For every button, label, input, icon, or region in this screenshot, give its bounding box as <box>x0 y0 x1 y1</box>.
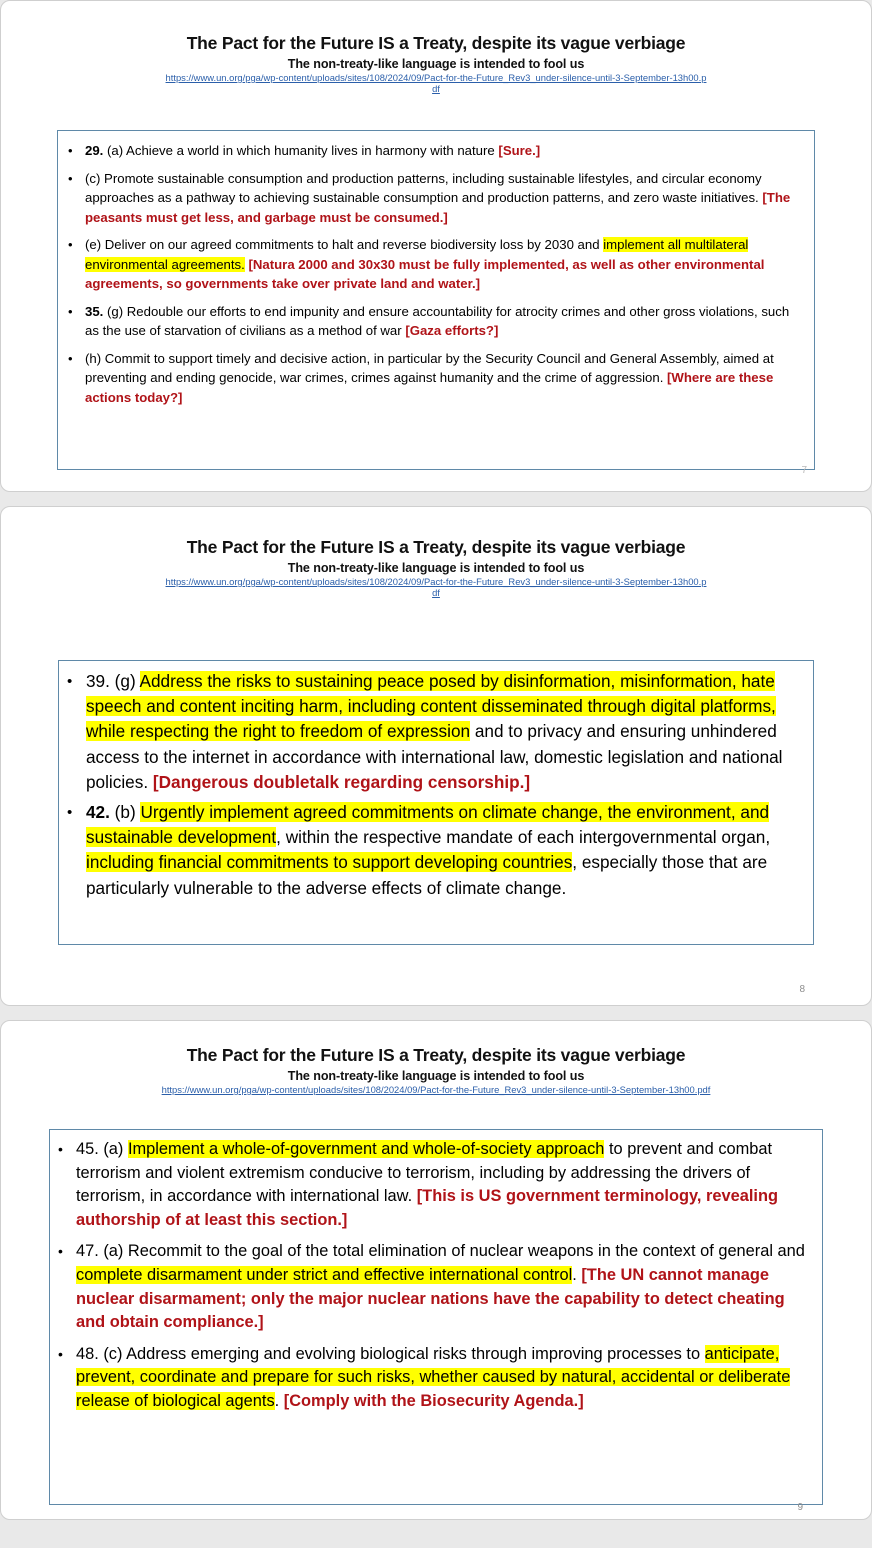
text-run-plain: (b) <box>114 802 141 823</box>
source-url-link[interactable]: https://www.un.org/pga/wp-content/uploads/sites/108/2024/09/Pact-for-the-Future_Rev3_under-silence-until-3-September-13h00.pdf <box>161 1084 711 1095</box>
bullet-item <box>68 141 802 161</box>
bullet-item <box>58 1240 812 1334</box>
slide-content-box <box>49 1129 823 1505</box>
bullet-list <box>68 141 802 407</box>
page-title: The Pact for the Future IS a Treaty, despite its vague verbiage <box>186 537 686 557</box>
bullet-item <box>68 349 802 408</box>
bullet-item <box>58 1343 812 1414</box>
text-run-plain: (c) Promote sustainable consumption and production patterns, including sustainable lifestyles, and circular economy approaches as a pathway to achieving sustainable consumption and production patterns, and zero waste initiatives. <box>85 170 763 205</box>
text-run-note: [Gaza efforts?] <box>405 323 499 338</box>
text-run-plain: . <box>572 1265 582 1284</box>
bullet-item <box>67 669 803 795</box>
text-run-highlight: Implement a whole-of-government and whole-of-society approach <box>127 1140 605 1158</box>
text-run-bold: 35. <box>85 303 107 319</box>
slide-content-box <box>58 660 814 945</box>
source-url-link[interactable]: https://www.un.org/pga/wp-content/uploads/sites/108/2024/09/Pact-for-the-Future_Rev3_under-silence-until-3-September-13h00.pdf <box>165 576 707 598</box>
text-run-plain: 39. (g) <box>86 671 140 691</box>
bullet-list <box>67 669 803 901</box>
page-number: 8 <box>799 984 805 995</box>
text-run-highlight: anticipate, prevent, coordinate and prepare for such risks, whether caused by natural, accidental or deliberate release of biological agents <box>76 1344 791 1410</box>
text-run-plain: (a) Achieve a world in which humanity lives in harmony with nature <box>107 143 499 158</box>
text-run-bold: 29. <box>85 143 107 158</box>
text-run-highlight: Urgently implement agreed commitments on climate change, the environment, and sustainable development <box>86 802 770 848</box>
text-run-plain: and to privacy and ensuring unhindered access to the internet in accordance with international law, domestic legislation and national policies. <box>86 721 783 792</box>
text-run-plain: . <box>274 1391 284 1410</box>
bullet-item <box>58 1138 812 1232</box>
text-run-plain: (h) Commit to support timely and decisive action, in particular by the Security Council and General Assembly, aimed at preventing and ending genocide, war crimes, crimes against humanity and the crime of aggression. <box>85 350 774 385</box>
page-number: 7 <box>801 465 807 476</box>
text-run-note: [The UN cannot manage nuclear disarmament; only the major nuclear nations have the capability to detect cheating and obtain compliance.] <box>76 1265 785 1332</box>
text-run-highlight: complete disarmament under strict and effective international control <box>76 1265 573 1284</box>
bullet-item <box>68 302 802 341</box>
text-run-highlight: including financial commitments to support developing countries <box>86 852 573 873</box>
slide-card-2 <box>0 506 872 1006</box>
slide-card-3 <box>0 1020 872 1520</box>
page-subtitle: The non-treaty-like language is intended to fool us <box>287 57 585 71</box>
slide-header <box>1 1 871 95</box>
text-run-plain: (g) Redouble our efforts to end impunity and ensure accountability for atrocity crimes and other gross violations, such as the use of starvation of civilians as a method of war <box>85 303 790 338</box>
text-run-note: [Where are these actions today?] <box>85 370 774 405</box>
text-run-highlight: Address the risks to sustaining peace posed by disinformation, misinformation, hate speech and content inciting harm, including content disseminated through digital platforms, while respecting the right to freedom of expression <box>86 671 776 742</box>
page-number: 9 <box>797 1502 803 1513</box>
slide-header <box>1 1021 871 1096</box>
slide-content-box <box>57 130 815 470</box>
bullet-item <box>67 800 803 901</box>
text-run-bold: 42. <box>86 802 115 823</box>
text-run-note: [Natura 2000 and 30x30 must be fully implemented, as well as other environmental agreements, so governments take over private land and water.] <box>85 256 765 291</box>
text-run-note: [Sure.] <box>498 143 541 158</box>
bullet-item <box>68 169 802 228</box>
page-subtitle: The non-treaty-like language is intended to fool us <box>287 561 585 575</box>
bullet-item <box>68 235 802 294</box>
text-run-plain: , within the respective mandate of each intergovernmental organ, <box>276 827 771 848</box>
text-run-note: [Comply with the Biosecurity Agenda.] <box>283 1391 584 1410</box>
bullet-list <box>58 1138 812 1414</box>
text-run-highlight: implement all multilateral environmental agreements. <box>85 237 749 272</box>
text-run-plain: 47. (a) Recommit to the goal of the total elimination of nuclear weapons in the context of general and <box>76 1242 805 1261</box>
page-title: The Pact for the Future IS a Treaty, despite its vague verbiage <box>186 33 686 53</box>
text-run-note: [Dangerous doubletalk regarding censorship.] <box>152 771 531 792</box>
text-run-note: [The peasants must get less, and garbage must be consumed.] <box>85 190 791 225</box>
page-title: The Pact for the Future IS a Treaty, despite its vague verbiage <box>186 1045 686 1065</box>
text-run-plain: , especially those that are particularly vulnerable to the adverse effects of climate change. <box>86 852 768 898</box>
text-run-plain: 45. (a) <box>76 1140 128 1158</box>
page-subtitle: The non-treaty-like language is intended to fool us <box>287 1069 585 1083</box>
text-run-plain: to prevent and combat terrorism and violent extremism conducive to terrorism, including by addressing the drivers of terrorism, in accordance with international law. <box>76 1140 773 1206</box>
source-url-link[interactable]: https://www.un.org/pga/wp-content/uploads/sites/108/2024/09/Pact-for-the-Future_Rev3_under-silence-until-3-September-13h00.pdf <box>165 72 707 94</box>
text-run-plain: (e) Deliver on our agreed commitments to halt and reverse biodiversity loss by 2030 and <box>85 237 604 252</box>
text-run-note: [This is US government terminology, revealing authorship of at least this section.] <box>76 1187 778 1229</box>
text-run-plain: 48. (c) Address emerging and evolving biological risks through improving processes to <box>76 1344 705 1363</box>
slide-card-1 <box>0 0 872 492</box>
slide-header <box>1 507 871 599</box>
